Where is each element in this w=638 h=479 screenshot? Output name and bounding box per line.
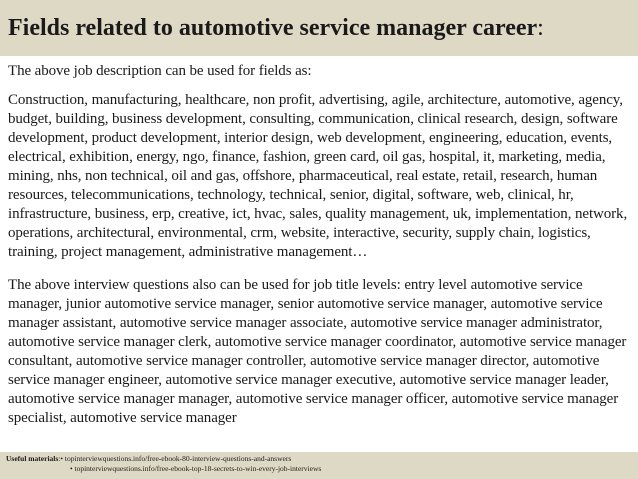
main-content — [8, 62, 636, 428]
title-bar — [0, 0, 638, 56]
levels-paragraph: The above interview questions also can be used for job title levels: entry level automotive service manager, junior automotive service manager, senior automotive service manager, automotive service manager assistant, automotive service manager associate, automotive service manager administrator, automotive service manager clerk, automotive service manager coordinator, automotive service manager consultant, automotive service manager controller, automotive service manager director, automotive service manager engineer, automotive service manager executive, automotive service manager leader, automotive service manager manager, automotive service manager officer, automotive service manager specialist, automotive service manager — [8, 277, 627, 426]
footer-link-2[interactable]: • topinterviewquestions.info/free-ebook-top-18-secrets-to-win-every-job-interviews — [70, 464, 322, 473]
footer-link-1[interactable]: • topinterviewquestions.info/free-ebook-80-interview-questions-and-answers — [60, 454, 292, 463]
fields-paragraph: Construction, manufacturing, healthcare, non profit, advertising, agile, architecture, automotive, agency, budget, building, business development, consulting, communication, clinical research, design, software development, product development, interior design, web development, engineering, education, events, electrical, exhibition, energy, ngo, finance, fashion, green card, oil gas, hospital, it, marketing, media, mining, nhs, non technical, oil and gas, offshore, pharmaceutical, real estate, retail, research, human resources, telecommunications, technology, technical, senior, digital, software, web, clinical, hr, infrastructure, business, erp, creative, ict, hvac, sales, quality management, uk, implementation, network, operations, architectural, environmental, crm, website, interactive, security, supply chain, logistics, training, project management, administrative management… — [8, 92, 628, 260]
page-title-colon: : — [537, 15, 544, 41]
page-title-text: Fields related to automotive service manager career — [8, 15, 538, 41]
footer-bar — [0, 452, 638, 479]
footer-label-sep: : — [58, 454, 61, 463]
footer-label: Useful materials — [6, 454, 59, 463]
page-title — [8, 14, 638, 42]
footer-gutter — [6, 464, 70, 474]
footer-row-2 — [6, 464, 638, 474]
intro-paragraph: The above job description can be used for fields as: — [8, 63, 312, 79]
footer-row-1 — [6, 454, 638, 464]
